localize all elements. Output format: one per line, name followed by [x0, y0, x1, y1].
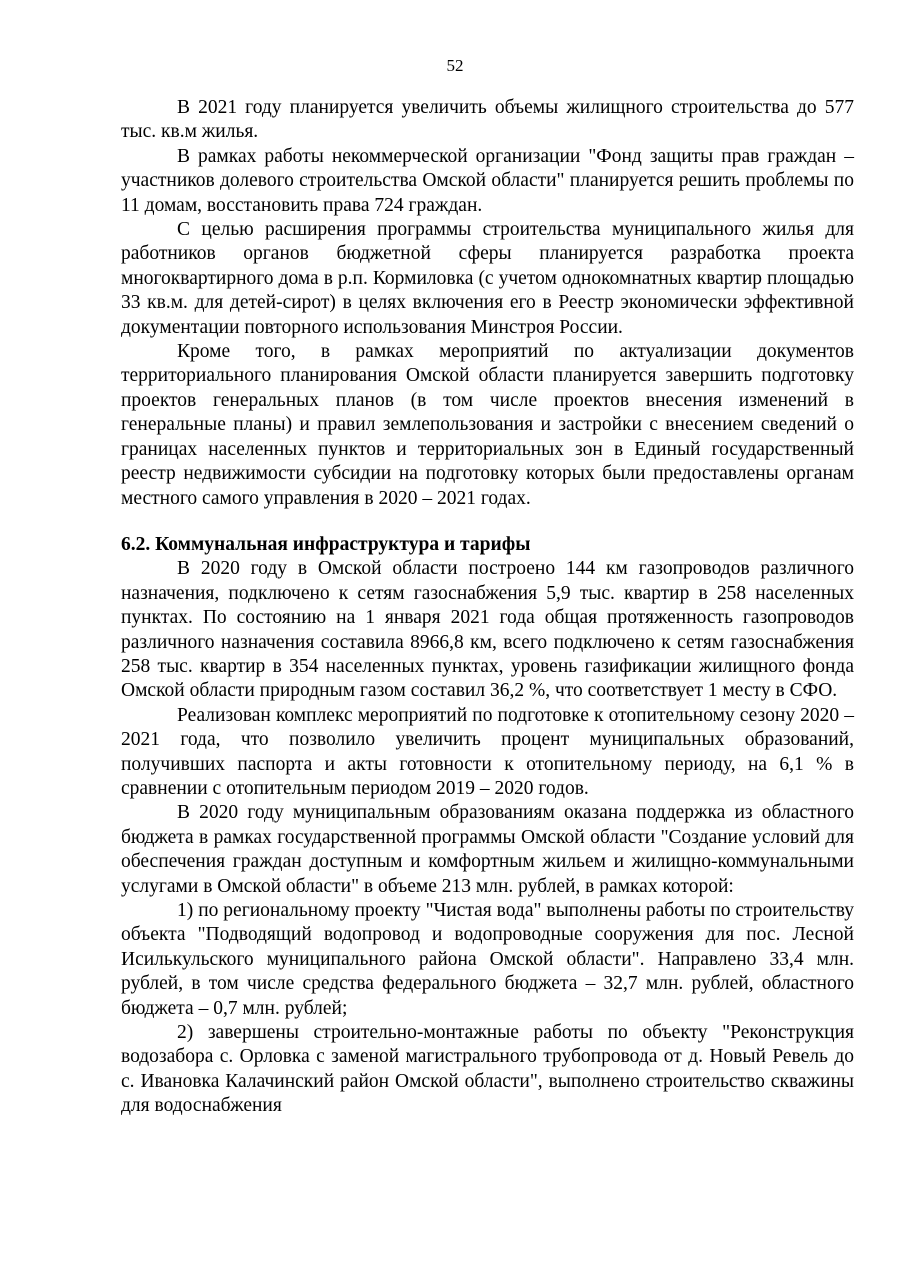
page-number: 52	[446, 56, 464, 75]
list-item-text: по региональному проекту "Чистая вода" выполнены работы по строительству объекта "Подводящий водопровод и водопроводные сооружения для пос. Лесной Исилькульского муниципального района Омской области". Направлено 33,4 млн. рублей, в том числе средства федерального бюджета – 32,7 млн. рублей, областного бюджета – 0,7 млн. рублей;	[121, 900, 855, 1019]
list-item	[121, 1021, 854, 1119]
list-item-text: завершены строительно-монтажные работы по объекту "Реконструкция водозабора с. Орловка с заменой магистрального трубопровода от д. Новый Ревель до с. Ивановка Калачинский район Омской области", выполнено строительство скважины для водоснабжения	[121, 1022, 854, 1117]
section-heading: 6.2. Коммунальная инфраструктура и тарифы	[121, 533, 531, 555]
paragraph: В 2020 году в Омской области построено 144 км газопроводов различного назначения, подключено к сетям газоснабжения 5,9 тыс. квартир в 258 населенных пунктах. По состоянию на 1 января 2021 года общая протяженность газопроводов различного назначения составила 8966,8 км, всего подключено к сетям газоснабжения 258 тыс. квартир в 354 населенных пунктах, уровень газификации жилищного фонда Омской области природным газом составил 36,2 %, что соответствует 1 месту в СФО.	[121, 558, 854, 702]
paragraph: С целью расширения программы строительства муниципального жилья для работников органов бюджетной сферы планируется разработка проекта многоквартирного дома в р.п. Кормиловка (с учетом однокомнатных квартир площадью 33 кв.м. для детей-сирот) в целях включения его в Реестр экономически эффективной документации повторного использования Минстроя России.	[121, 219, 854, 338]
list-item-number: 2)	[177, 1022, 194, 1044]
page-body	[121, 96, 854, 1119]
paragraph: В 2021 году планируется увеличить объемы жилищного строительства до 577 тыс. кв.м жилья.	[121, 97, 854, 143]
list-item-number: 1)	[177, 900, 194, 921]
paragraph: В 2020 году муниципальным образованиям оказана поддержка из областного бюджета в рамках государственной программы Омской области "Создание условий для обеспечения граждан доступным и комфортным жильем и жилищно-коммунальными услугами в Омской области" в объеме 213 млн. рублей, в рамках которой:	[121, 802, 854, 897]
paragraph: Кроме того, в рамках мероприятий по актуализации документов территориального планирования Омской области планируется завершить подготовку проектов генеральных планов (в том числе проектов внесения изменений в генеральные планы) и правил землепользования и застройки с внесением сведений о границах населенных пунктов и территориальных зон в Единый государственный реестр недвижимости субсидии на подготовку которых были предоставлены органам местного самого управления в 2020 – 2021 годах.	[121, 341, 854, 509]
paragraph: Реализован комплекс мероприятий по подготовке к отопительному сезону 2020 – 2021 года, что позволило увеличить процент муниципальных образований, получивших паспорта и акты готовности к отопительному периоду, на 6,1 % в сравнении с отопительным периодом 2019 – 2020 годов.	[121, 704, 854, 799]
list-item	[121, 899, 854, 1021]
paragraph: В рамках работы некоммерческой организации "Фонд защиты прав граждан – участников долевого строительства Омской области" планируется решить проблемы по 11 домам, восстановить права 724 граждан.	[121, 145, 854, 216]
